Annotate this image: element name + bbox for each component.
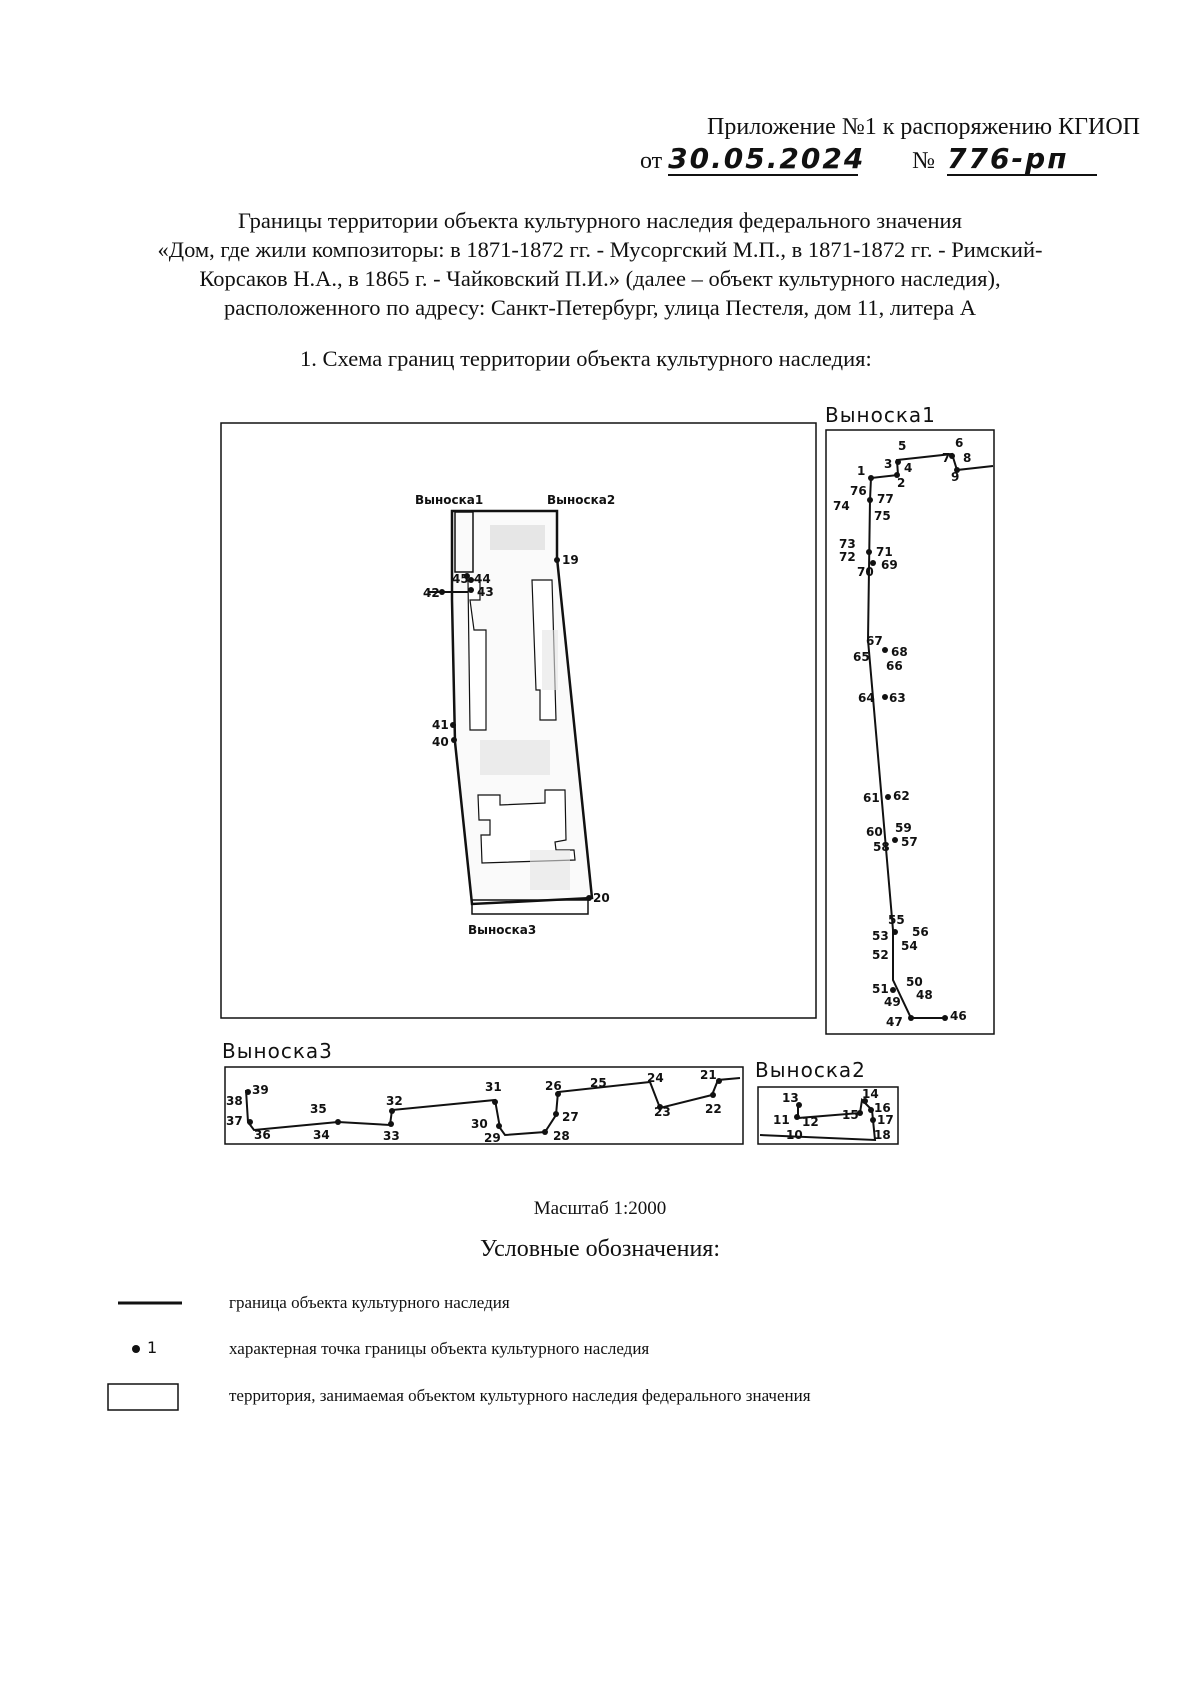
point-label: 39 — [252, 1083, 269, 1097]
point-label: 14 — [862, 1087, 879, 1101]
hatch-area — [542, 630, 558, 690]
point-label: 34 — [313, 1128, 330, 1142]
point-label: 22 — [705, 1102, 722, 1116]
point-label: 75 — [874, 509, 891, 523]
point-label: 4 — [904, 461, 913, 475]
point-label: 32 — [386, 1094, 403, 1108]
callout-label: Выноска3 — [468, 923, 537, 937]
point-label: 77 — [877, 492, 894, 506]
point-label: 60 — [866, 825, 883, 839]
point-label: 50 — [906, 975, 923, 989]
hatch-area — [480, 740, 550, 775]
point-label: 69 — [881, 558, 898, 572]
point-label: 6 — [955, 436, 964, 450]
point-label: 46 — [950, 1009, 967, 1023]
point-label: 64 — [858, 691, 875, 705]
point-label: 73 — [839, 537, 856, 551]
point-label: 44 — [474, 572, 491, 586]
title-line: Корсаков Н.А., в 1865 г. - Чайковский П.И.» (далее – объект культурного наследия), — [199, 266, 1001, 291]
point-label: 36 — [254, 1128, 271, 1142]
point-label: 37 — [226, 1114, 243, 1128]
point-label: 15 — [842, 1108, 859, 1122]
point-label: 17 — [877, 1113, 894, 1127]
scale-label: Масштаб 1:2000 — [533, 1198, 667, 1219]
point-label: 58 — [873, 840, 890, 854]
point-label: 55 — [888, 913, 905, 927]
point-label: 45 — [452, 572, 469, 586]
point-label: 29 — [484, 1131, 501, 1145]
point-label: 52 — [872, 948, 889, 962]
point-label: 76 — [850, 484, 867, 498]
point-label: 59 — [895, 821, 912, 835]
callout-label: Выноска2 — [547, 493, 616, 507]
point-label: 33 — [383, 1129, 400, 1143]
point-label: 18 — [874, 1128, 891, 1142]
point-label: 51 — [872, 982, 889, 996]
legend-heading: Условные обозначения: — [479, 1236, 721, 1262]
title-line: Границы территории объекта культурного наследия федерального значения — [238, 208, 962, 233]
point-label: 12 — [802, 1115, 819, 1129]
point-label: 19 — [562, 553, 579, 567]
point-label: 16 — [874, 1101, 891, 1115]
point-label: 10 — [786, 1128, 803, 1142]
point-label: 42 — [423, 586, 440, 600]
point-label: 9 — [951, 470, 960, 484]
point-label: 38 — [226, 1094, 243, 1108]
legend-point-number: 1 — [147, 1338, 158, 1357]
title-line: расположенного по адресу: Санкт-Петербург, улица Пестеля, дом 11, литера А — [223, 295, 977, 320]
point-label: 74 — [833, 499, 850, 513]
point-label: 70 — [857, 565, 874, 579]
legend-label-line: граница объекта культурного наследия — [229, 1293, 510, 1312]
point-label: 28 — [553, 1129, 570, 1143]
point-label: 66 — [886, 659, 903, 673]
date-prefix: от — [640, 148, 663, 174]
point-label: 35 — [310, 1102, 327, 1116]
handwritten-number: 776-рп — [947, 144, 1097, 176]
point-label: 11 — [773, 1113, 790, 1127]
point-label: 2 — [897, 476, 906, 490]
point-label: 3 — [884, 457, 893, 471]
point-label: 71 — [876, 545, 893, 559]
point-label: 63 — [889, 691, 906, 705]
hatch-area — [490, 525, 545, 550]
point-label: 27 — [562, 1110, 579, 1124]
callout3-title: Выноска3 — [222, 1039, 333, 1063]
legend-area-symbol — [108, 1384, 178, 1410]
point-label: 40 — [432, 735, 449, 749]
hatch-area — [530, 850, 570, 890]
point-label: 54 — [901, 939, 918, 953]
point-label: 30 — [471, 1117, 488, 1131]
point-label: 41 — [432, 718, 449, 732]
point-label: 49 — [884, 995, 901, 1009]
point-label: 57 — [901, 835, 918, 849]
point-label: 68 — [891, 645, 908, 659]
point-label: 23 — [654, 1105, 671, 1119]
point-label: 47 — [886, 1015, 903, 1029]
point-label: 65 — [853, 650, 870, 664]
point-label: 61 — [863, 791, 880, 805]
legend-label-point: характерная точка границы объекта культурного наследия — [229, 1339, 650, 1358]
point-label: 62 — [893, 789, 910, 803]
point-label: 13 — [782, 1091, 799, 1105]
appendix-heading: Приложение №1 к распоряжению КГИОП — [707, 114, 1140, 140]
point-label: 25 — [590, 1076, 607, 1090]
callout2-title: Выноска2 — [755, 1058, 866, 1082]
callout1-title: Выноска1 — [825, 403, 936, 427]
legend-point-symbol — [132, 1345, 140, 1353]
section-title: 1. Схема границ территории объекта культурного наследия: — [300, 346, 872, 371]
point-label: 20 — [593, 891, 610, 905]
title-line: «Дом, где жили композиторы: в 1871-1872 гг. - Мусоргский М.П., в 1871-1872 гг. - Римский- — [157, 237, 1043, 262]
point-label: 24 — [647, 1071, 664, 1085]
point-label: 21 — [700, 1068, 717, 1082]
point-label: 31 — [485, 1080, 502, 1094]
point-label: 1 — [857, 464, 866, 478]
number-prefix: № — [912, 148, 936, 174]
point-label: 5 — [898, 439, 907, 453]
legend-label-area: территория, занимаемая объектом культурного наследия федерального значения — [229, 1386, 811, 1405]
point-label: 53 — [872, 929, 889, 943]
point-label: 26 — [545, 1079, 562, 1093]
callout-label: Выноска1 — [415, 493, 484, 507]
point-label: 72 — [839, 550, 856, 564]
handwritten-date: 30.05.2024 — [668, 142, 866, 175]
point-label: 43 — [477, 585, 494, 599]
point-label: 48 — [916, 988, 933, 1002]
point-label: 67 — [866, 634, 883, 648]
point-label: 8 — [963, 451, 972, 465]
point-label: 56 — [912, 925, 929, 939]
point-label: 7 — [942, 451, 951, 465]
